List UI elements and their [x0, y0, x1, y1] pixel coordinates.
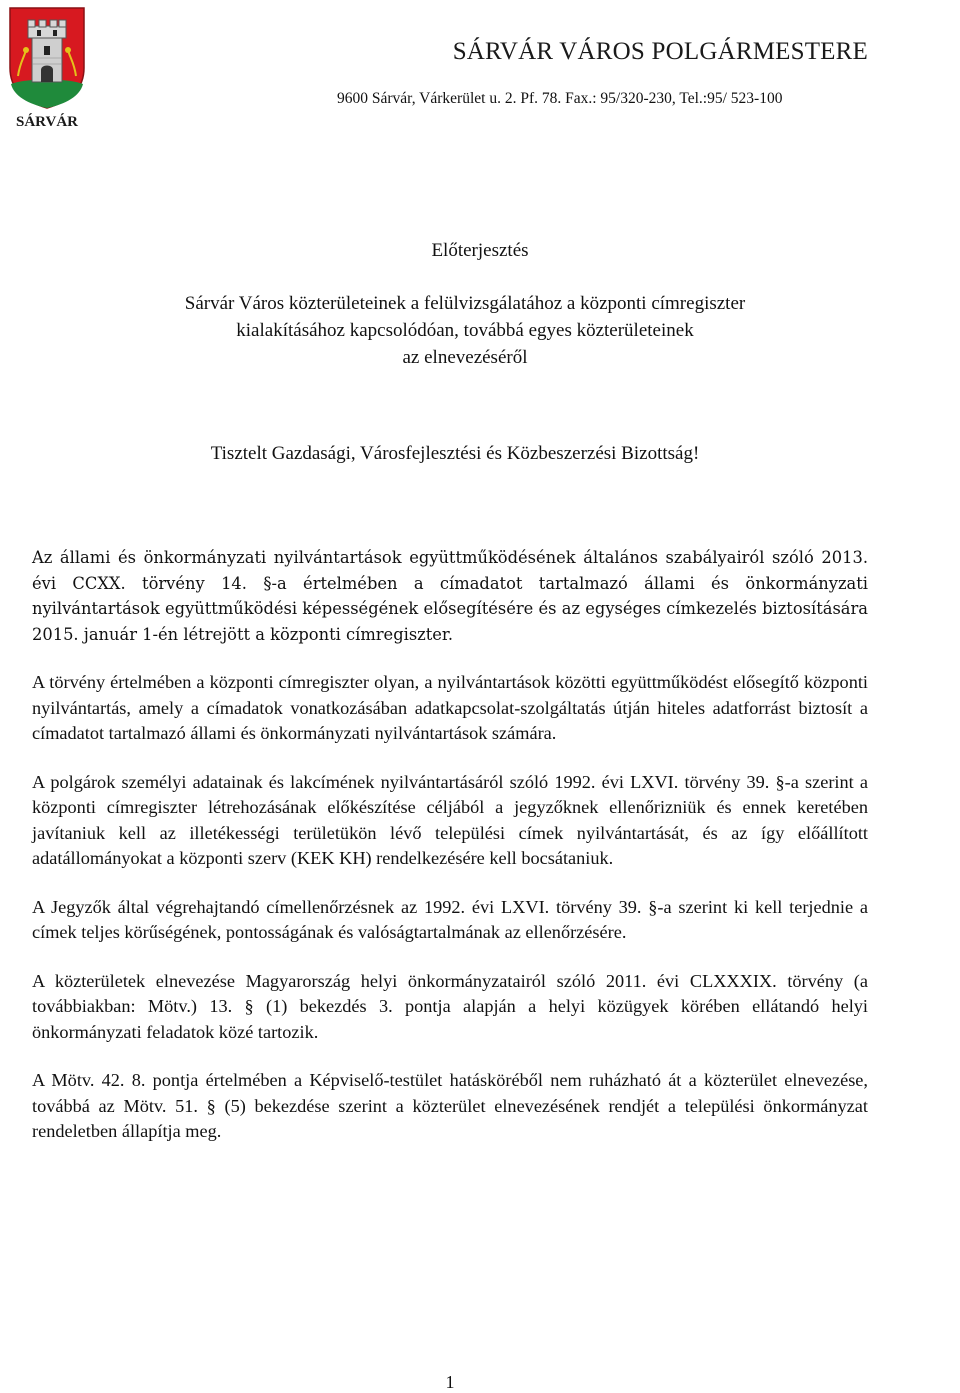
body-paragraph: Az állami és önkormányzati nyilvántartások együttműködésének általános szabályairól szóló 2013. évi CCXX. törvény 14. §-a értelmében a címadatot tartalmazó állami és önkormányzati nyilvántartások együttműködési képességének elősegítésére és az egységes címkezelés biztosítására 2015. január 1-én létrejött a központi címregiszter.	[32, 548, 868, 644]
sarvar-coat-of-arms-logo	[6, 6, 88, 130]
header-address: 9600 Sárvár, Várkerület u. 2. Pf. 78. Fax.: 95/320-230, Tel.:95/ 523-100	[337, 90, 783, 107]
document-subject	[0, 290, 930, 371]
crest-label: SÁRVÁR	[16, 114, 78, 130]
document-title: Előterjesztés	[431, 240, 529, 261]
subject-line: az elnevezéséről	[402, 347, 528, 368]
subject-line: kialakításához kapcsolódóan, továbbá egyes közterületeinek	[236, 320, 694, 341]
body-paragraph: A törvény értelmében a központi címregiszter olyan, a nyilvántartások közötti együttműködést elősegítő központi nyilvántartás, amely a címadatok vonatkozásában adatkapcsolat-szolgáltatás útján hiteles adatforrást biztosít a címadatot tartalmazó állami és önkormányzati nyilvántartások számára.	[32, 672, 868, 743]
body-paragraph: A Mötv. 42. 8. pontja értelmében a Képviselő-testület hatásköréből nem ruházható át a közterület elnevezése, továbbá az Mötv. 51. § (5) bekezdése szerint a közterület elnevezésének rendjét a települési önkormányzat rendeletben állapítja meg.	[32, 1070, 868, 1141]
addressee-salutation: Tisztelt Gazdasági, Városfejlesztési és Közbeszerzési Bizottság!	[210, 443, 700, 464]
page-number: 1	[445, 1372, 455, 1392]
header-title: SÁRVÁR VÁROS POLGÁRMESTERE	[452, 38, 868, 65]
body-paragraph: A polgárok személyi adatainak és lakcímének nyilvántartásáról szóló 1992. évi LXVI. törvény 39. §-a szerint a központi címregiszter létrehozásának előkészítése céljából a jegyzőknek ellenőrizniük és ennek keretében javítaniuk kell az illetékességi területükön lévő települési címek nyilvántartását, és az így előállított adatállományokat a központi szerv (KEK KH) rendelkezésére kell bocsátaniuk.	[32, 771, 868, 868]
body-paragraph: A Jegyzők által végrehajtandó címellenőrzésnek az 1992. évi LXVI. törvény 39. §-a szerint ki kell terjednie a címek teljes körűségének, pontosságának és valóságtartalmának az ellenőrzésére.	[32, 896, 868, 942]
body-paragraph: A közterületek elnevezése Magyarország helyi önkormányzatairól szóló 2011. évi CLXXXIX. törvény (a továbbiakban: Mötv.) 13. § (1) bekezdés 3. pontja alapján a helyi közügyek körében ellátandó helyi önkormányzati feladatok közé tartozik.	[32, 970, 868, 1042]
document-body	[32, 545, 868, 1168]
subject-line: Sárvár Város közterületeinek a felülvizsgálatához a központi címregiszter	[184, 293, 746, 314]
